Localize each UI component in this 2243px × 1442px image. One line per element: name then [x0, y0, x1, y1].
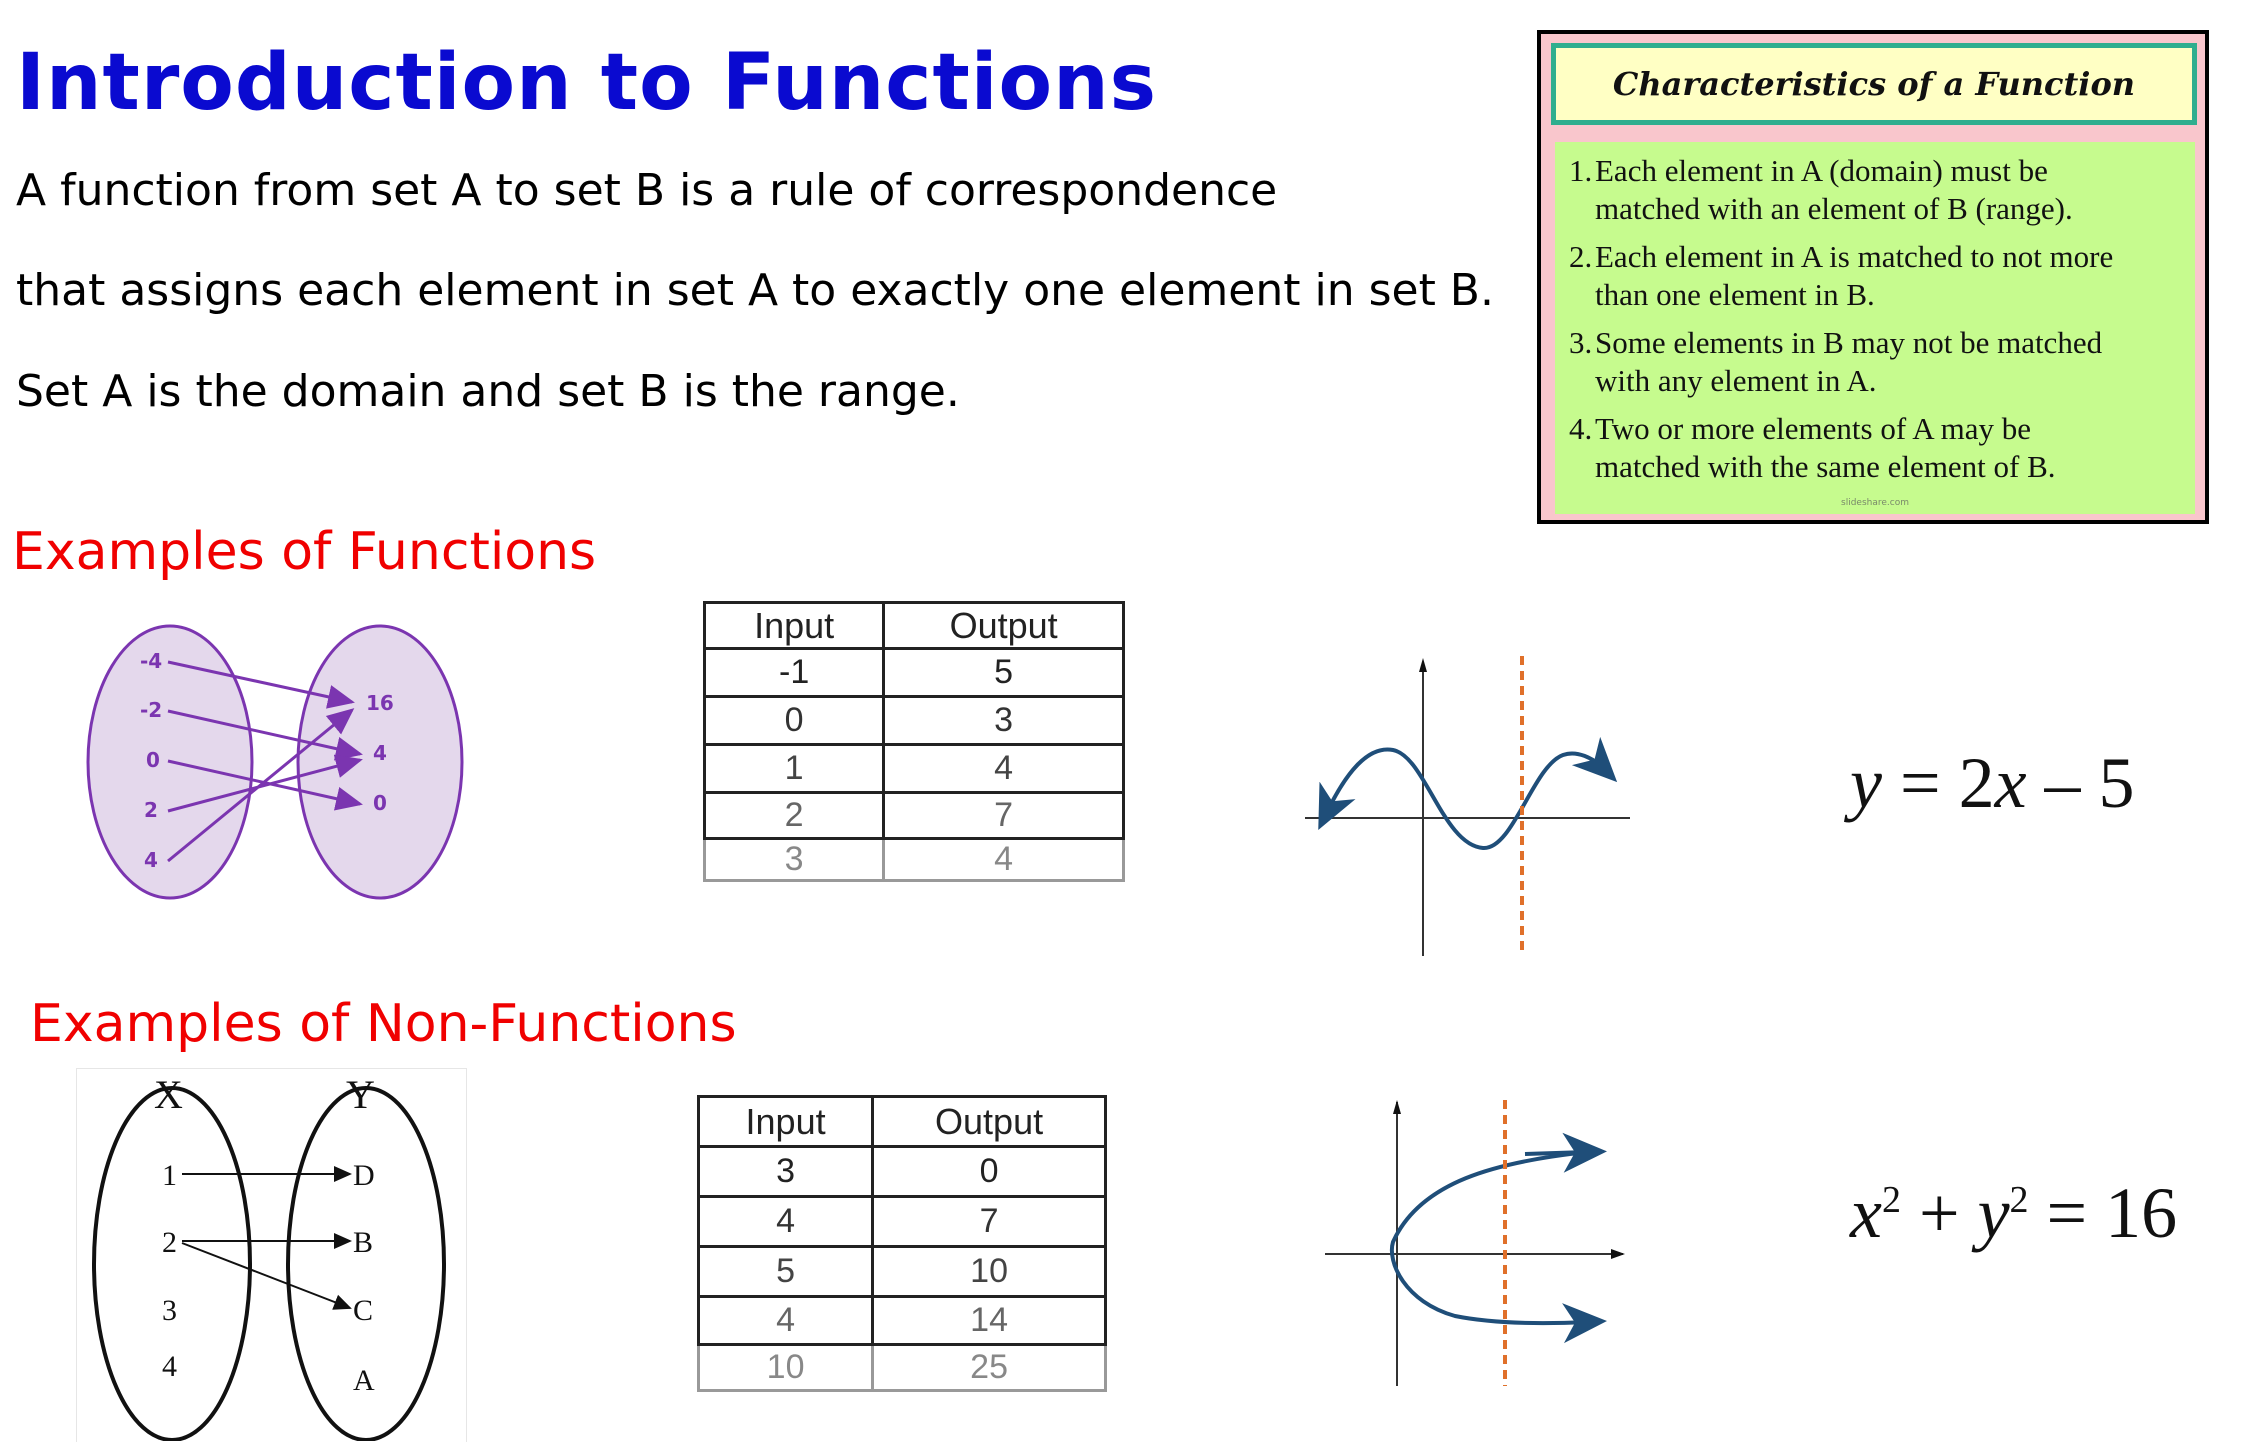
function-curve — [1327, 749, 1603, 848]
table-cell: 3 — [705, 839, 884, 881]
characteristics-list — [1555, 142, 2195, 514]
domain-value: 2 — [144, 798, 158, 822]
table-cell: 0 — [705, 697, 884, 745]
item-number: 3. — [1569, 325, 1593, 360]
eq-var-y: y — [1977, 1173, 2010, 1253]
domain-value: -4 — [140, 649, 163, 673]
range-value: A — [353, 1364, 375, 1397]
item-number: 2. — [1569, 239, 1593, 274]
table-cell: 2 — [705, 793, 884, 839]
item-text: Each element in A is matched to not more — [1595, 239, 2114, 274]
relation-equation — [1850, 1172, 2177, 1255]
functions-heading: Examples of Functions — [12, 522, 597, 582]
range-value: B — [353, 1226, 374, 1259]
range-value: 0 — [373, 791, 387, 815]
domain-label: X — [154, 1072, 183, 1117]
eq-coef: 2 — [1958, 743, 1995, 823]
table-cell: -1 — [705, 649, 884, 697]
characteristics-heading: Characteristics of a Function — [1551, 43, 2197, 125]
table-row — [699, 1197, 1106, 1247]
domain-value: 0 — [146, 748, 160, 772]
table-row — [705, 839, 1124, 881]
eq-exponent: 2 — [2009, 1179, 2029, 1221]
item-text: Each element in A (domain) must be — [1595, 153, 2048, 188]
domain-value: 4 — [144, 848, 158, 872]
table-header: Output — [884, 603, 1124, 649]
table-cell: 4 — [884, 839, 1124, 881]
range-value: 16 — [366, 691, 394, 715]
eq-var-x: x — [1994, 743, 2027, 823]
eq-equals: = — [2046, 1173, 2088, 1253]
eq-var-x: x — [1850, 1173, 1882, 1253]
item-text: Two or more elements of A may be — [1595, 411, 2032, 446]
intro-line-3: Set A is the domain and set B is the range. — [16, 366, 960, 417]
item-number: 4. — [1569, 411, 1593, 446]
eq-exponent: 2 — [1881, 1179, 1901, 1221]
domain-oval — [94, 1088, 250, 1440]
intro-line-1: A function from set A to set B is a rule of correspondence — [16, 165, 1278, 216]
item-number: 1. — [1569, 153, 1593, 188]
eq-minus: – — [2044, 743, 2081, 823]
table-cell: 5 — [699, 1247, 873, 1297]
table-cell: 5 — [884, 649, 1124, 697]
item-text: matched with the same element of B. — [1595, 449, 2056, 484]
table-header: Input — [705, 603, 884, 649]
x-axis-arrow — [1611, 1249, 1625, 1259]
table-cell: 25 — [873, 1345, 1106, 1391]
table-cell: 7 — [884, 793, 1124, 839]
eq-plus: + — [1918, 1173, 1960, 1253]
characteristic-item — [1569, 238, 2183, 314]
table-row — [699, 1297, 1106, 1345]
table-row — [705, 697, 1124, 745]
item-text: with any element in A. — [1595, 363, 1877, 398]
domain-value: 4 — [162, 1350, 177, 1383]
characteristic-item — [1569, 152, 2183, 228]
table-row — [705, 745, 1124, 793]
nonfunction-mapping-diagram — [76, 1068, 466, 1441]
mapping-arrow — [182, 1243, 350, 1308]
eq-const: 16 — [2105, 1173, 2178, 1253]
table-row — [705, 793, 1124, 839]
function-mapping-diagram — [60, 610, 480, 910]
range-label: Y — [346, 1072, 375, 1117]
table-cell: 4 — [884, 745, 1124, 793]
range-value: 4 — [373, 741, 387, 765]
table-row — [699, 1147, 1106, 1197]
domain-value: -2 — [140, 698, 163, 722]
characteristic-item — [1569, 324, 2183, 400]
eq-const: 5 — [2098, 743, 2135, 823]
y-axis-arrow — [1419, 658, 1427, 672]
table-row — [699, 1247, 1106, 1297]
domain-value: 2 — [162, 1226, 177, 1259]
relation-curve-upper-arrow — [1525, 1152, 1587, 1154]
table-cell: 3 — [699, 1147, 873, 1197]
characteristic-item — [1569, 410, 2183, 486]
item-text: Some elements in B may not be matched — [1595, 325, 2103, 360]
watermark: slideshare.com — [1841, 498, 1909, 508]
table-cell: 1 — [705, 745, 884, 793]
nonfunctions-heading: Examples of Non-Functions — [30, 994, 737, 1054]
table-cell: 14 — [873, 1297, 1106, 1345]
table-header: Output — [873, 1097, 1106, 1147]
range-value: D — [353, 1159, 375, 1192]
table-cell: 0 — [873, 1147, 1106, 1197]
table-cell: 7 — [873, 1197, 1106, 1247]
domain-value: 1 — [162, 1159, 177, 1192]
domain-value: 3 — [162, 1294, 177, 1327]
table-row — [699, 1345, 1106, 1391]
eq-var-y: y — [1850, 743, 1882, 823]
y-axis-arrow — [1393, 1100, 1401, 1114]
item-text: matched with an element of B (range). — [1595, 191, 2073, 226]
relation-curve — [1392, 1152, 1587, 1323]
table-row — [705, 649, 1124, 697]
item-text: than one element in B. — [1595, 277, 1875, 312]
function-graph — [1305, 650, 1645, 960]
table-cell: 10 — [873, 1247, 1106, 1297]
eq-equals: = — [1899, 743, 1941, 823]
table-header: Input — [699, 1097, 873, 1147]
page-title: Introduction to Functions — [16, 38, 1158, 128]
function-equation — [1850, 742, 2135, 825]
nonfunction-table — [697, 1095, 1107, 1392]
function-table — [703, 601, 1125, 882]
table-cell: 4 — [699, 1197, 873, 1247]
table-cell: 4 — [699, 1297, 873, 1345]
nonfunction-graph — [1325, 1092, 1635, 1392]
intro-line-2: that assigns each element in set A to exactly one element in set B. — [16, 265, 1494, 316]
range-value: C — [353, 1294, 374, 1327]
characteristics-panel — [1537, 30, 2209, 524]
table-cell: 3 — [884, 697, 1124, 745]
table-cell: 10 — [699, 1345, 873, 1391]
